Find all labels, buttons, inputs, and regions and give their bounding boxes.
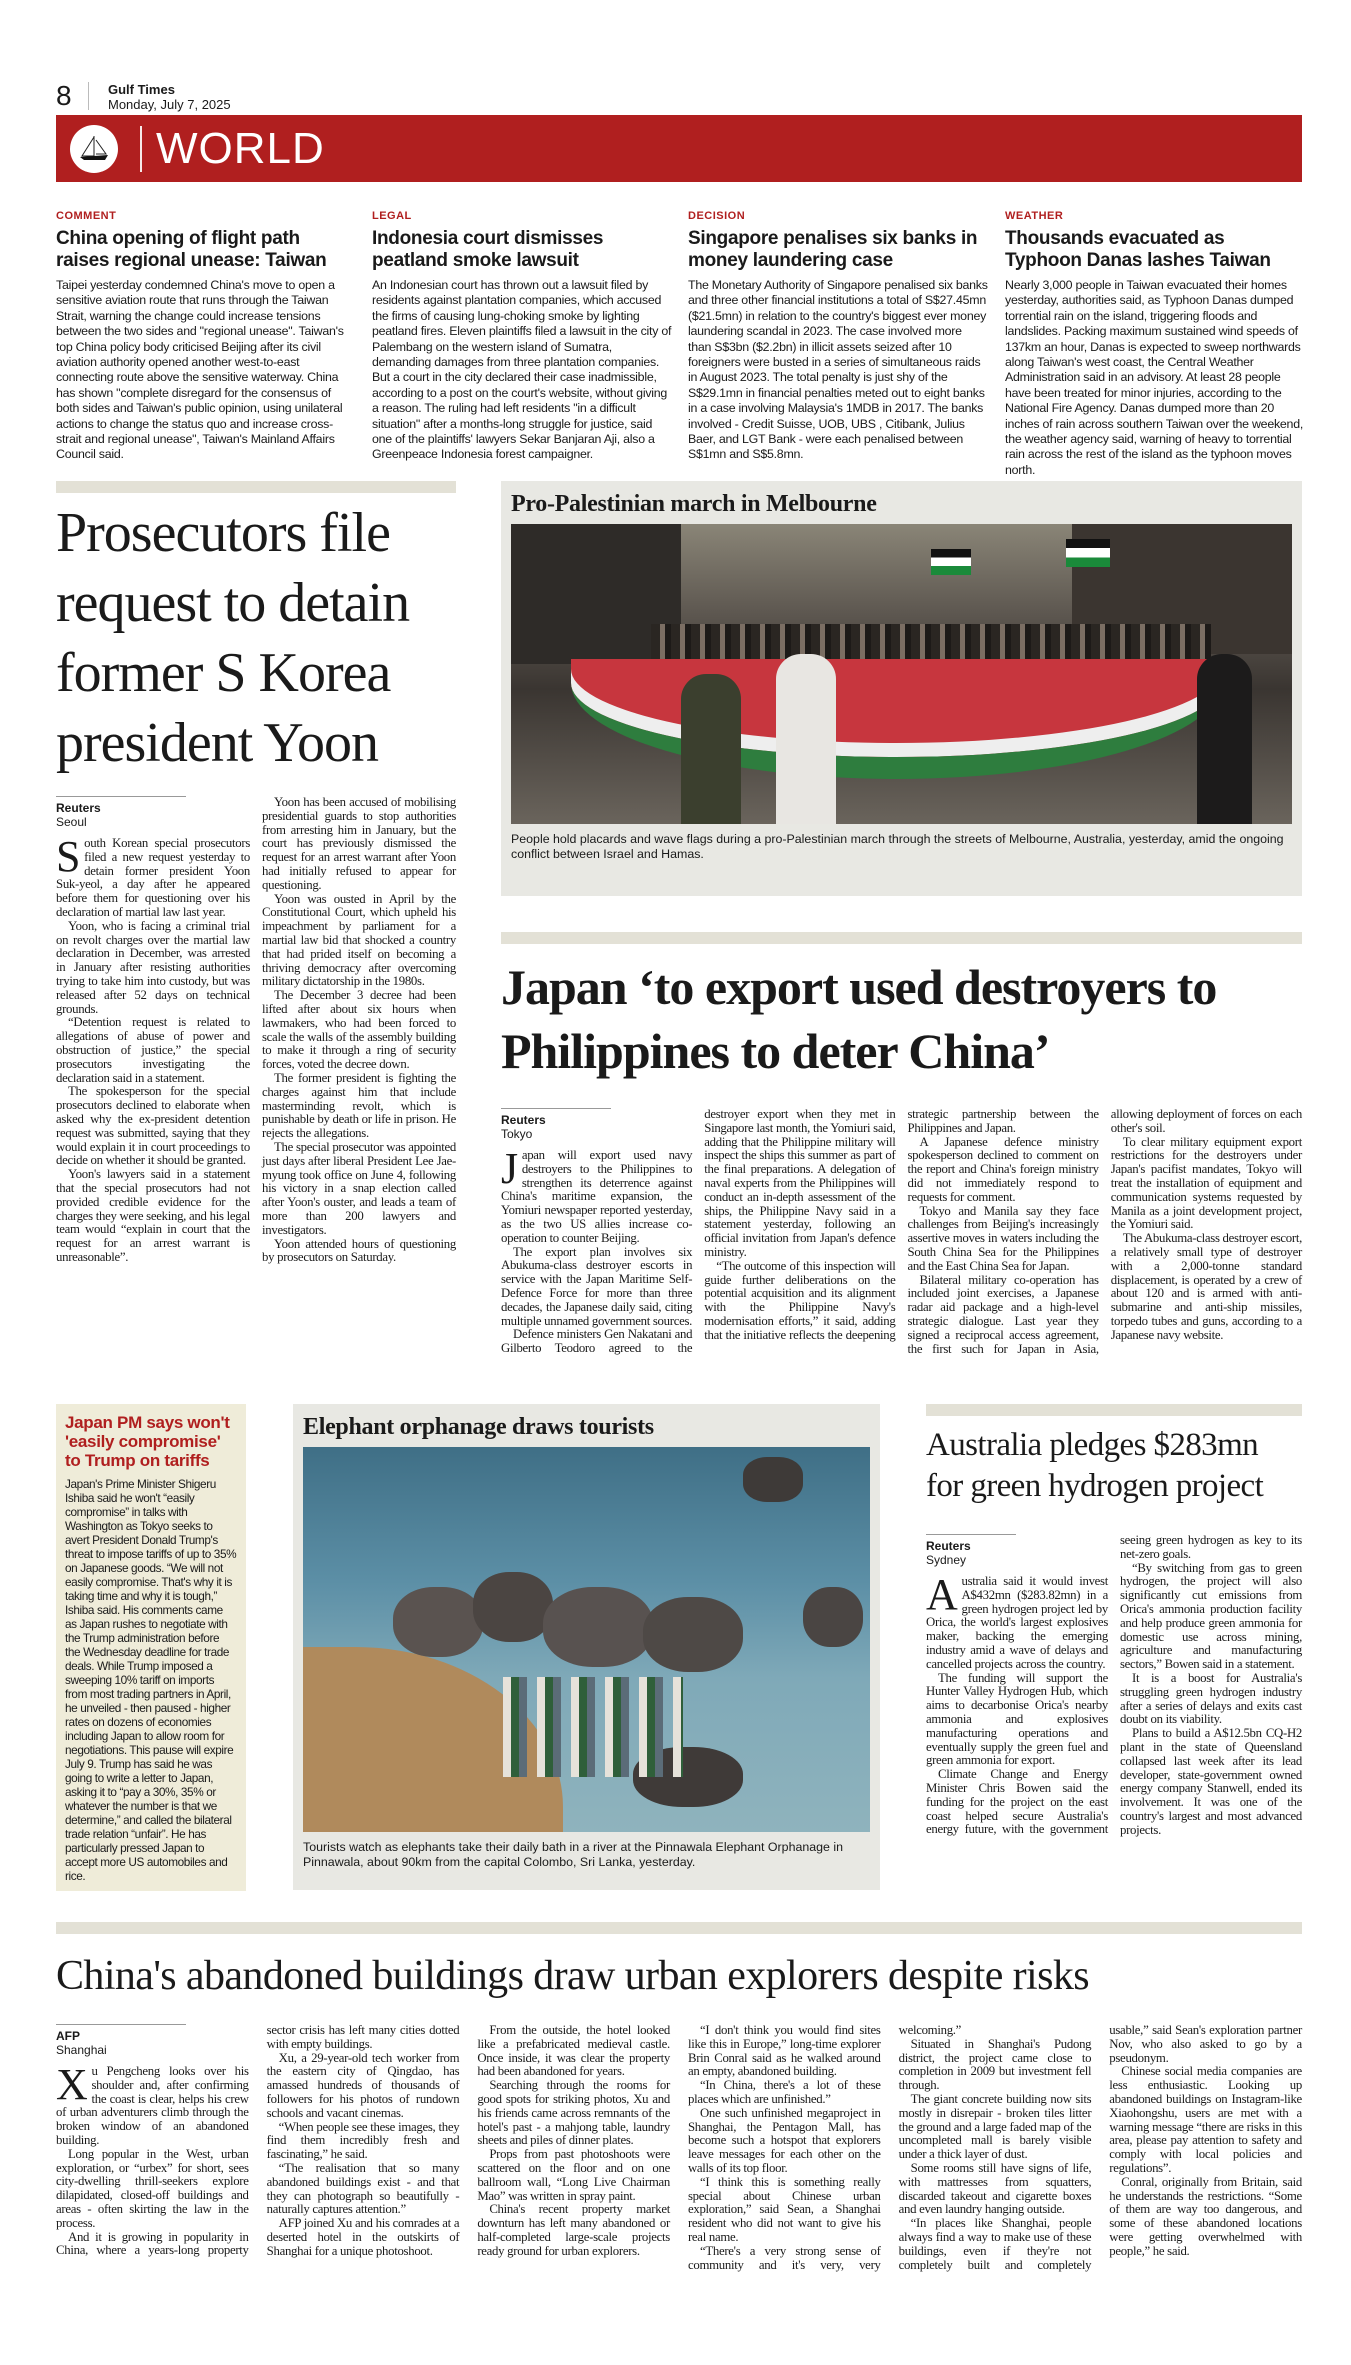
byline (926, 1534, 1016, 1567)
brief-legal (372, 210, 672, 463)
brief-title: Singapore penalises six banks in money laundering case (688, 228, 978, 271)
article-paragraph: “The realisation that so many abandoned buildings exist - and that they can photograph so beautifully - naturally captures attention.” (266, 2160, 460, 2217)
byline (56, 796, 186, 829)
article-paragraph: Yoon, who is facing a criminal trial on revolt charges over the martial law declaration in December, was arrested in January after resisting authorities trying to take him into custody, but was released after 52 days on technical grounds. (56, 918, 250, 1016)
article-paragraph: “In places like Shanghai, people always find a way to make use of these buildings, even if they're not completely built and completely usable,” said Sean's exploration partner Nov, who also asked to go by a pseudonym. (898, 2023, 1302, 2272)
article-paragraph: The giant concrete building now sits mostly in disrepair - broken tiles litter the ground and a large faded map of the uncompleted mall is barely visible under a thick layer of dust. (898, 2091, 1092, 2162)
article-paragraph: And it is growing in popularity in China, where a years-long property sector crisis has left many cities dotted with empty buildings. (56, 2023, 460, 2258)
article-paragraph: Xu, a 29-year-old tech worker from the eastern city of Qingdao, has amassed hundreds of thousands of followers for his photos of rundown schools and vacant cinemas. (266, 2050, 460, 2120)
brief-title: China opening of flight path raises regional unease: Taiwan (56, 228, 327, 271)
article-body-yoon (56, 796, 456, 1265)
brief-text: An Indonesian court has thrown out a lawsuit filed by residents against plantation companies, which accused the firms of causing lung-choking smoke by lighting peatland fires. Eleven plaintiffs filed a lawsuit in the city of Palembang on the western island of Sumatra, demanding damages from three plantation companies. But a court in the city declared their case inadmissible, according to a post on the court's website, without giving a reason. The ruling had left residents "in a difficult situation" after a months-long struggle for justice, said one of the plaintiffs' lawyers Sekar Banjaran Aji, also a Greenpeace Indonesia forest campaigner. (372, 278, 672, 462)
brief-title: Indonesia court dismisses peatland smoke lawsuit (372, 228, 604, 271)
article-paragraph: Xu Pengcheng looks over his shoulder and, after confirming the coast is clear, helps his crew of urban adventurers climb through the broken window of an abandoned building. (56, 2060, 249, 2147)
article-paragraph: Climate Change and Energy Minister Chris Bowen said the funding for the project on the east coast helped secure Australia's energy future, with the government seeing green hydrogen as key to its net-zero goals. (926, 1533, 1302, 1837)
divider (140, 126, 142, 172)
article-paragraph: Japan will export used navy destroyers to the Philippines to strengthen its deterrence against China's maritime expansion, the Yomiuri newspaper reported yesterday, as the two US allies increase co-operation to counter Beijing. (501, 1144, 693, 1245)
photo-box-elephant (293, 1404, 880, 1890)
article-paragraph: “I think this is something really special about Chinese urban exploration,” said Sean, a Shanghai resident who did not want to give his real name. (687, 2174, 881, 2244)
section-banner (56, 115, 1302, 182)
brief-title: Japan PM says won't 'easily compromise' to Trump on tariffs (65, 1413, 230, 1470)
article-paragraph: The December 3 decree had been lifted after about six hours when lawmakers, who had been forced to scale the walls of the assembly building to make it through a ring of security forces, voted the decree down. (262, 988, 456, 1072)
brief-text: Taipei yesterday condemned China's move to open a sensitive aviation route that runs through the Taiwan Strait, warning the change could increase tensions between the two sides and "regional unease". Taiwan's top China policy body criticised Beijing after its civil aviation authority opened another west-to-east connecting route above the sensitive waterway. China has shown "complete disregard for the consensus of both sides and Taiwan's public opinion, using unilateral actions to change the status quo and increase cross-strait and regional unease", Taiwan's Mainland Affairs Council said. (56, 278, 344, 462)
kicker: COMMENT (56, 210, 117, 222)
byline-agency: Reuters (501, 1108, 611, 1127)
elephant-orphanage-photo (303, 1447, 870, 1832)
article-paragraph: Australia said it would invest A$432mn ($283.82mn) in a green hydrogen project led by Orica, the world's largest explosives maker, backing the emerging industry amid a wave of delays and cancelled projects across the country. (926, 1570, 1108, 1671)
article-paragraph: “When people see these images, they find them incredibly fresh and fascinating,” he said. (266, 2119, 460, 2162)
article-paragraph: The special prosecutor was appointed just days after liberal President Lee Jae-myung took office on June 4, following his victory in a snap election called after Yoon's ouster, and leads a team of more than 200 lawyers and investigators. (262, 1139, 456, 1237)
page-number: 8 (56, 80, 72, 111)
section-rule (926, 1404, 1302, 1416)
article-paragraph: “In China, there's a lot of these places which are unfinished.” (687, 2078, 881, 2106)
article-paragraph: The funding will support the Hunter Valley Hydrogen Hub, which aims to decarbonise Orica's nearby ammonia and explosives manufacturing operations and eventually supply the green fuel and green ammonia for export. (926, 1670, 1108, 1768)
divider (88, 82, 89, 110)
article-paragraph: The former president is fighting the charges against him that include masterminding revolt, which is punishable by death or life in prison. He rejects the allegations. (262, 1070, 456, 1141)
byline-location: Tokyo (501, 1127, 533, 1141)
article-paragraph: It is a boost for Australia's struggling green hydrogen industry after a series of delays and exits cast doubt on its viability. (1120, 1670, 1302, 1727)
headline-australia: Australia pledges $283mn for green hydrogen project (926, 1427, 1264, 1504)
article-paragraph: Searching through the rooms for good spots for striking photos, Xu and his friends came across remnants of the hotel's past - a mahjong table, laundry sheets and piles of dinner plates. (477, 2078, 670, 2148)
byline (501, 1108, 611, 1141)
article-paragraph: “I don't think you would find sites like this in Europe,” long-time explorer Brin Conral said as he walked around an empty, abandoned building. (687, 2023, 881, 2079)
photo-caption: Tourists watch as elephants take their daily bath in a river at the Pinnawala Elephant Orphanage in Pinnawala, about 90km from the capital Colombo, Sri Lanka, yesterday. (303, 1840, 844, 1869)
article-paragraph: Tokyo and Manila say they face challenges from Beijing's increasingly assertive moves in waters including the South China Sea for the Philippines and the East China Sea for Japan. (907, 1203, 1099, 1273)
brief-text: The Monetary Authority of Singapore penalised six banks and three other financial institutions a total of S$27.45mn ($21.5mn) in relation to the country's biggest ever money laundering scandal in 2023. The case involved more than S$3bn ($2.2bn) in illicit assets seized after 10 foreigners were busted in a series of simultaneous raids in August 2023. The total penalty is just shy of the S$29.1mn in financial penalties meted out to eight banks in a case involving Malaysia's 1MDB in 2017. The banks involved - Credit Suisse, UOB, UBS , Citibank, Julius Baer, and LGT Bank - were each penalised between S$1mn and S$5.8mn. (688, 278, 988, 462)
section-title: WORLD (156, 123, 325, 173)
byline-agency: Reuters (926, 1534, 1016, 1553)
article-paragraph: Chinese social media companies are less enthusiastic. Looking up abandoned buildings on Instagram-like Xiaohongshu, users are met with a warning message “there are risks in this area, please pay attention to safety and comply with local policies and regulations”. (1109, 2064, 1302, 2175)
article-paragraph: “The outcome of this inspection will guide further deliberations on the potential acquisition and its alignment with the Philippine Navy's modernisation efforts,” it said, adding that the initiative reflects the deepening strategic partnership between the Philippines and Japan. (704, 1107, 1099, 1342)
headline-yoon: Prosecutors file request to detain former S Korea president Yoon (56, 502, 410, 774)
brief-weather (1005, 210, 1305, 478)
brief-text: Nearly 3,000 people in Taiwan evacuated their homes yesterday, authorities said, as Typhoon Danas dumped torrential rain on the island, triggering floods and landslides. Packing maximum sustained wind speeds of 137km an hour, Danas is expected to sweep northwards along Taiwan's west coast, the Central Weather Administration said in an advisory. At least 28 people have been treated for minor injuries, according to the National Fire Agency. Danas dumped more than 20 inches of rain across southern Taiwan over the weekend, the weather agency said, warning of heavy to torrential rain across the rest of the island as the typhoon moves north. (1005, 278, 1304, 477)
article-paragraph: South Korean special prosecutors filed a new request yesterday to detain former president Yoon Suk-yeol, a day after he appeared before them for questioning over his declaration of martial law last year. (56, 832, 250, 919)
article-paragraph: Plans to build a A$12.5bn CQ-H2 plant in the state of Queensland collapsed last week after its lead developer, state-government owned energy company Stanwell, ended its involvement. It was one of the country's largest and most advanced projects. (1120, 1726, 1302, 1837)
article-paragraph: One such unfinished megaproject in Shanghai, the Pentagon Mall, has become such a hotspot that explorers leave messages for each other on the walls of its top floor. (687, 2105, 881, 2175)
brief-text: Japan's Prime Minister Shigeru Ishiba said he won't “easily compromise” in talks with Washington as Tokyo seeks to avert President Donald Trump's threat to impose tariffs of up to 35% on Japanese goods. “We will not easily compromise. That's why it is taking time and why it is tough,” Ishiba said. His comments came as Japan rushes to negotiate with the Trump administration before the Wednesday deadline for trade deals. While Trump imposed a sweeping 10% tariff on imports from most trading partners in April, he unveiled - then paused - higher rates on dozens of economies including Japan to allow room for negotiations. This pause will expire July 9. Trump has said he was going to write a letter to Japan, asking it to “pay a 30%, 35% or whatever the number is that we determine,” and called the bilateral trade relation “unfair”. He has particularly pressed Japan to accept more US automobiles and rice. (65, 1477, 237, 1883)
photo-caption: People hold placards and wave flags during a pro-Palestinian march through the streets of Melbourne, Australia, yesterday, amid the ongoing conflict between Israel and Hamas. (511, 832, 1284, 861)
article-paragraph: Long popular in the West, urban exploration, or “urbex” for short, sees city-dwelling thrill-seekers explore dilapidated, closed-off buildings and areas - often skirting the law in the process. (56, 2146, 249, 2230)
kicker: WEATHER (1005, 210, 1064, 222)
article-paragraph: “Detention request is related to allegations of abuse of power and obstruction of justice,” the special prosecutors investigating the declaration said in a statement. (56, 1015, 250, 1085)
article-paragraph: Some rooms still have signs of life, with mattresses from squatters, discarded takeout and cigarette boxes and even laundry hanging outside. (898, 2160, 1092, 2217)
photo-title: Pro-Palestinian march in Melbourne (511, 491, 877, 517)
byline-agency: AFP (56, 2024, 186, 2043)
kicker: DECISION (688, 210, 746, 222)
section-rule (56, 481, 456, 493)
article-paragraph: “By switching from gas to green hydrogen, the project will also significantly cut emissions from Orica's ammonia production facility and help produce green ammonia for domestic use across mining, agriculture and manufacturing sectors,” Bowen said in a statement. (1120, 1560, 1302, 1672)
brief-title: Thousands evacuated as Typhoon Danas lashes Taiwan (1005, 228, 1271, 271)
article-paragraph: Conral, originally from Britain, said he understands the restrictions. “Some of them are way too dangerous, and some of these abandoned locations were getting overwhelmed with people,” he said. (1109, 2174, 1302, 2258)
article-paragraph: Situated in Shanghai's Pudong district, the project came close to completion in 2009 but investment fell through. (898, 2036, 1092, 2093)
article-body-australia (926, 1534, 1302, 1838)
byline (56, 2024, 186, 2057)
article-paragraph: “There's a very strong sense of community and it's very, very welcoming.” (687, 2023, 962, 2272)
headline-china: China's abandoned buildings draw urban explorers despite risks (56, 1953, 1089, 1999)
article-paragraph: Yoon was ousted in April by the Constitutional Court, which upheld his impeachment by parliament for a martial law bid that shocked a country that had prided itself on becoming a thriving democracy after overcoming military dictatorship in the 1980s. (262, 891, 456, 989)
photo-box-melbourne (501, 481, 1302, 896)
byline-location: Shanghai (56, 2043, 107, 2057)
article-paragraph: AFP joined Xu and his comrades at a deserted hotel in the outskirts of Shanghai for a unique photoshoot. (266, 2216, 460, 2258)
brief-comment (56, 210, 356, 463)
headline-japan: Japan ‘to export used destroyers to Philippines to deter China’ (501, 959, 1217, 1079)
melbourne-march-photo (511, 524, 1292, 824)
article-paragraph: Yoon's lawyers said in a statement that the special prosecutors had not provided credible evidence for the charges they were seeking, and his legal team would “explain in court that the request for an arrest warrant is unreasonable”. (56, 1167, 250, 1264)
kicker: LEGAL (372, 210, 412, 222)
photo-title: Elephant orphanage draws tourists (303, 1414, 654, 1440)
article-paragraph: Yoon attended hours of questioning by prosecutors on Saturday. (262, 1236, 456, 1265)
article-body-china (56, 2024, 1302, 2272)
byline-location: Seoul (56, 815, 87, 829)
dhow-logo-icon (70, 125, 118, 173)
byline-location: Sydney (926, 1553, 967, 1567)
brief-decision (688, 210, 988, 463)
article-paragraph: The spokesperson for the special prosecutors declined to elaborate when asked why the ex-president detention request was submitted, saying that they would explain it in court proceedings to decide on whether it should be granted. (56, 1084, 250, 1168)
masthead: Gulf Times (108, 82, 175, 97)
article-paragraph: A Japanese defence ministry spokesperson declined to comment on the report and China's foreign ministry did not immediately respond to requests for comment. (907, 1134, 1099, 1204)
article-paragraph: The Abukuma-class destroyer escort, a relatively small type of destroyer with a 2,000-tonne standard displacement, is operated by a crew of about 120 and is armed with anti-submarine and anti-ship missiles, torpedo tubes and guns, according to a Japanese navy website. (1110, 1231, 1303, 1342)
article-paragraph: Yoon has been accused of mobilising presidential guards to stop authorities from arresting him in January, but the court has previously dismissed the request for an arrest warrant after Yoon had initially refused to appear for questioning. (262, 795, 456, 892)
article-paragraph: Defence ministers Gen Nakatani and Gilberto Teodoro agreed to the destroyer export when they met in Singapore last month, the Yomiuri said, adding that the Philippine military will inspect the ships this summer as part of the final preparations. A delegation of naval experts from the Philippines will conduct an in-depth assessment of the ships, the Philippine Navy said in a statement yesterday, following an official invitation from Japan's defence ministry. (501, 1107, 896, 1356)
byline-agency: Reuters (56, 796, 186, 815)
article-paragraph: To clear military equipment export restrictions for the destroyers under Japan's pacifist mandates, Tokyo will treat the installation of equipment and communication systems requested by Manila as a joint development project, the Yomiuri said. (1110, 1134, 1302, 1232)
sidebar-brief-japan-pm (56, 1404, 246, 1891)
article-body-japan (501, 1108, 1302, 1356)
issue-date: Monday, July 7, 2025 (108, 97, 231, 112)
article-paragraph: China's recent property market downturn has left many abandoned or half-completed large-scale projects ready ground for urban explorers. (477, 2202, 670, 2258)
article-paragraph: Props from past photoshoots were scattered on the floor and on one ballroom wall, “Long Live Chairman Mao” was written in spray paint. (477, 2147, 670, 2203)
section-rule (501, 932, 1302, 944)
article-paragraph: Bilateral military co-operation has included joint exercises, a Japanese radar aid package and a high-level strategic dialogue. Last year they signed a reciprocal access agreement, the first such for Japan in Asia, allowing deployment of forces on each other's soil. (907, 1107, 1302, 1356)
section-rule (56, 1922, 1302, 1934)
article-paragraph: The export plan involves six Abukuma-class destroyer escorts in service with the Japan Maritime Self-Defence Force for more than three decades, the Japanese daily said, citing multiple unnamed government sources. (501, 1244, 693, 1328)
article-paragraph: From the outside, the hotel looked like a prefabricated medieval castle. Once inside, it was clear the property had been abandoned for years. (477, 2023, 670, 2079)
